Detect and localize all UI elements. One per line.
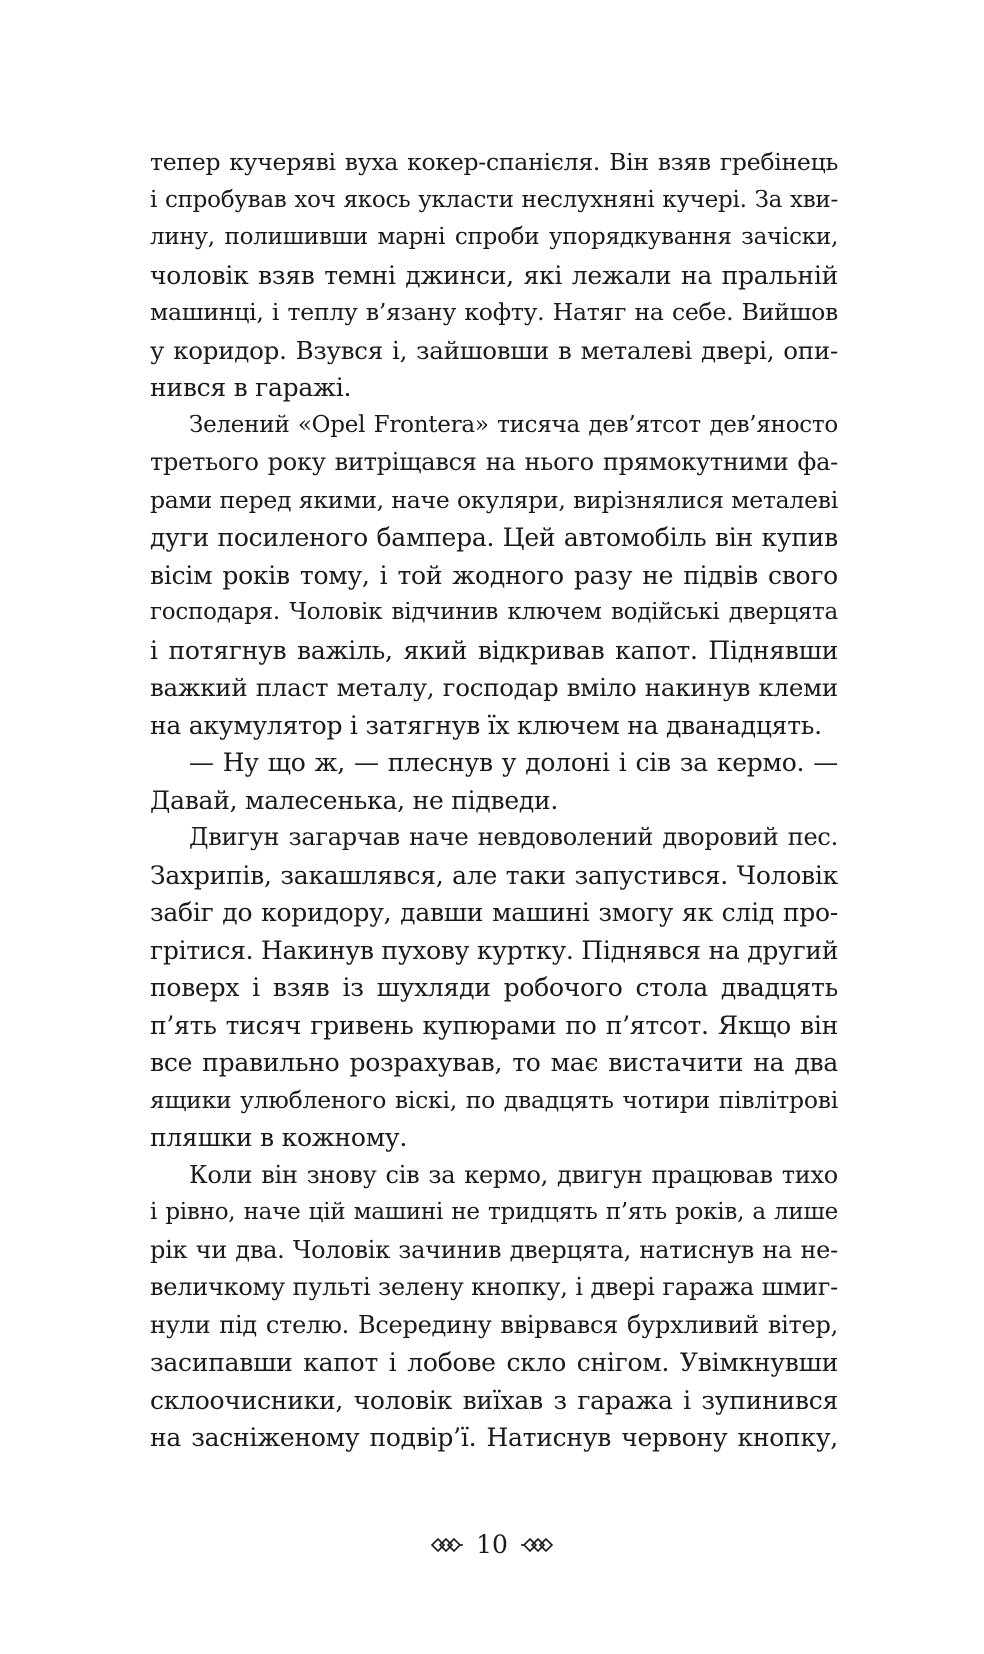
text-line: рік чи два. Чоловік зачинив дверцята, натиснув на не- bbox=[150, 1235, 838, 1264]
text-line: ящики улюбленого віскі, по двадцять чотири півлітрові bbox=[150, 1085, 838, 1114]
text-line: дуги посиленого бампера. Цей автомобіль він купив bbox=[150, 523, 838, 552]
text-line: вісім років тому, і той жодного разу не підвів свого bbox=[150, 560, 838, 590]
text-line: чоловік взяв темні джинси, які лежали на пральній bbox=[150, 260, 838, 290]
text-line: грітися. Накинув пухову куртку. Піднявся на другий bbox=[150, 935, 838, 965]
text-line: машинці, і теплу в’язану кофту. Натяг на себе. Вийшов bbox=[150, 298, 838, 326]
page-number: 10 bbox=[476, 1530, 508, 1559]
text-line: Давай, малесенька, не підведи. bbox=[150, 785, 559, 815]
text-line: лину, полишивши марні спроби упорядкування зачіски, bbox=[150, 224, 838, 250]
text-line: третього року витріщався на нього прямокутними фа- bbox=[150, 448, 838, 476]
body-text bbox=[150, 144, 838, 1457]
text-line: Зелений «Opel Frontera» тисяча дев’ятсот дев’яносто bbox=[189, 411, 838, 438]
text-line: величкому пульті зелену кнопку, і двері гаража шмиг- bbox=[150, 1273, 838, 1301]
text-line: тепер кучеряві вуха кокер-спанієля. Він взяв гребінець bbox=[150, 148, 838, 176]
knot-ornament-icon bbox=[430, 1537, 464, 1553]
text-line: поверх і взяв із шухляди робочого стола двадцять bbox=[150, 973, 838, 1002]
text-line: і рівно, наче цій машині не тридцять п’ять років, а лише bbox=[150, 1199, 838, 1225]
text-line: Коли він знову сів за кермо, двигун працював тихо bbox=[189, 1160, 838, 1189]
text-line: Захрипів, закашлявся, але таки запустився. Чоловік bbox=[150, 860, 838, 890]
page-footer bbox=[0, 1530, 984, 1560]
text-line: Двигун загарчав наче невдоволений дворовий пес. bbox=[189, 823, 838, 851]
text-line: і потягнув важіль, який відкривав капот. Піднявши bbox=[150, 635, 838, 665]
text-line: все правильно розрахував, то має вистачити на два bbox=[150, 1048, 838, 1077]
text-line: у коридор. Взувся і, зайшовши в металеві двері, опи- bbox=[150, 335, 838, 365]
text-line: забіг до коридору, давши машині змогу як слід про- bbox=[150, 898, 838, 927]
text-line: господаря. Чоловік відчинив ключем водійські дверцята bbox=[150, 599, 838, 625]
knot-ornament-icon bbox=[520, 1537, 554, 1553]
text-line: п’ять тисяч гривень купюрами по п’ятсот. Якщо він bbox=[150, 1010, 838, 1040]
text-line: і спробував хоч якось укласти неслухняні кучері. За хви- bbox=[150, 186, 838, 213]
text-line: склоочисники, чоловік виїхав з гаража і зупинився bbox=[150, 1385, 838, 1415]
text-line: на засніженому подвір’ї. Натиснув червону кнопку, bbox=[150, 1423, 838, 1452]
text-line: нився в гаражі. bbox=[150, 373, 352, 402]
text-line: рами перед якими, наче окуляри, вирізнялися металеві bbox=[150, 485, 838, 514]
text-line: — Ну що ж, — плеснув у долоні і сів за кермо. — bbox=[189, 748, 838, 777]
text-line: засипавши капот і лобове скло снігом. Увімкнувши bbox=[150, 1348, 838, 1377]
text-line: на акумулятор і затягнув їх ключем на дванадцять. bbox=[150, 710, 822, 740]
text-line: нули під стелю. Всередину ввірвався бурхливий вітер, bbox=[150, 1310, 838, 1339]
text-line: пляшки в кожному. bbox=[150, 1123, 408, 1152]
text-line: важкий пласт металу, господар вміло накинув клеми bbox=[150, 673, 838, 702]
